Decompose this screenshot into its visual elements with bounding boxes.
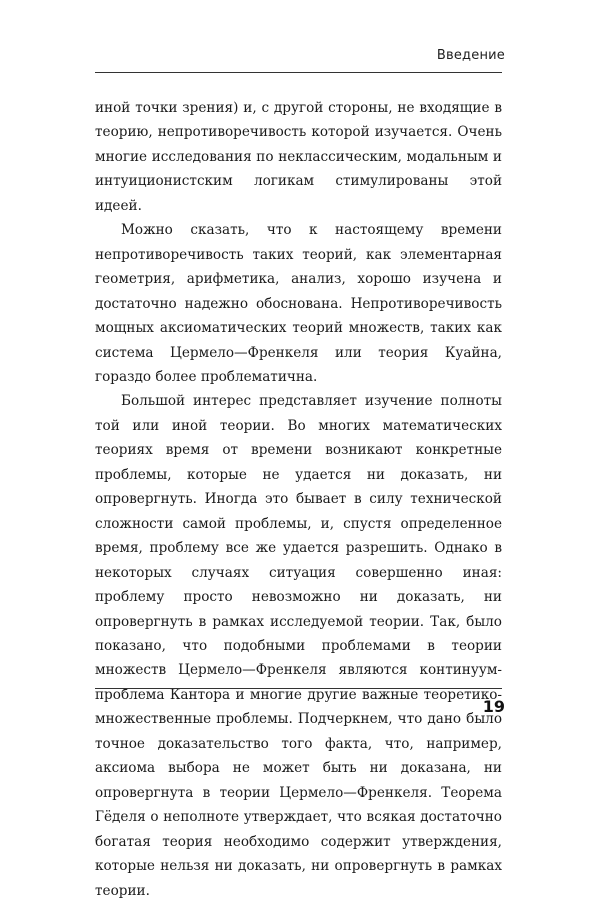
paragraph-2: Можно сказать, что к настоящему времени непротиворечивость таких теорий, как элементарная геометрия, арифметика, анализ, хорошо изучена и достаточно надежно обоснована. Непротиворечивость мощных аксиоматических теорий множеств, таких как система Цермело—Френкеля или теория Куайна, гораздо более проблематична. (95, 222, 502, 385)
page-number: 19 (482, 697, 505, 716)
footer-rule (95, 688, 502, 689)
header-rule (95, 72, 502, 73)
paragraph-1: иной точки зрения) и, с другой стороны, не входящие в теорию, непротиворечивость которой изучается. Очень многие исследования по неклассическим, модальным и интуиционистским логикам стимулированы этой идеей. (95, 100, 502, 214)
body-text (95, 96, 502, 903)
paragraph-3: Большой интерес представляет изучение полноты той или иной теории. Во многих математических теориях время от времени возникают конкретные проблемы, которые не удается ни доказать, ни опровергнуть. Иногда это бывает в силу технической сложности самой проблемы, и, спустя определенное время, проблему все же удается разрешить. Однако в некоторых случаях ситуация совершенно иная: проблему просто невозможно ни доказать, ни опровергнуть в рамках исследуемой теории. Так, было показано, что подобными проблемами в теории множеств Цермело—Френкеля являются континуум-проблема Кантора и многие другие важные теоретико-множественные проблемы. Подчеркнем, что дано было точное доказательство того факта, что, например, аксиома выбора не может быть ни доказана, ни опровергнута в теории Цермело—Френкеля. Теорема Гёделя о неполноте утверждает, что всякая достаточно богатая теория необходимо содержит утверждения, которые нельзя ни доказать, ни опровергнуть в рамках теории. (95, 393, 502, 899)
running-head-title: Введение (436, 48, 505, 63)
